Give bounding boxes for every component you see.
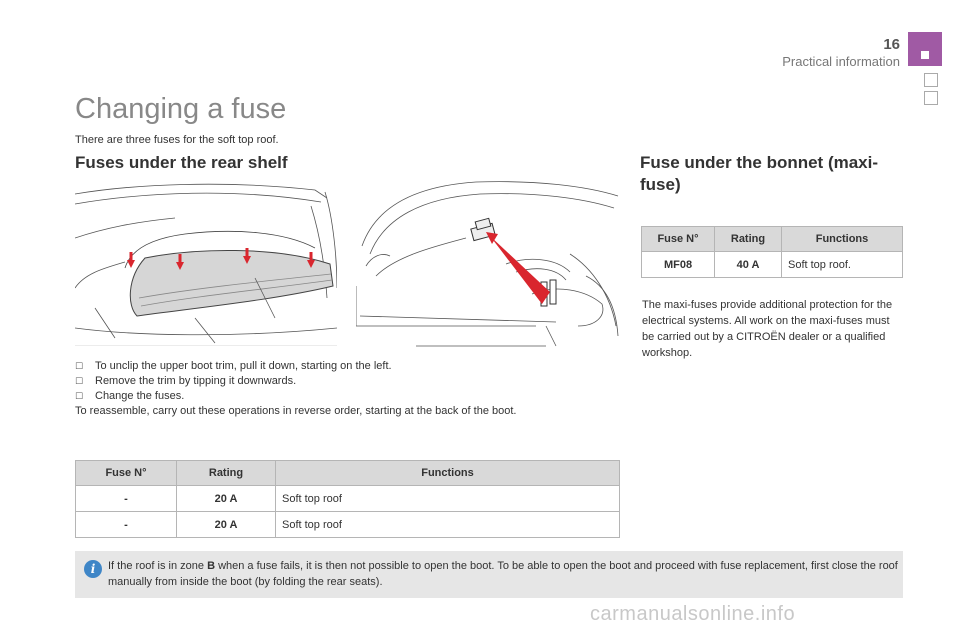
checkbox-bullet-icon: ☐: [75, 376, 84, 386]
watermark: carmanualsonline.info: [590, 603, 796, 625]
bonnet-heading: Fuse under the bonnet (maxi-fuse): [640, 153, 879, 194]
fuse-number: -: [76, 486, 177, 512]
table-row: [76, 512, 620, 538]
fuse-rating: 40 A: [715, 252, 782, 278]
fuse-function: Soft top roof: [276, 512, 620, 538]
table-header-row: [642, 227, 903, 252]
info-icon: i: [84, 560, 102, 578]
column-header-fuse: Fuse N°: [642, 227, 715, 252]
page-number: 16: [883, 36, 900, 53]
checkbox-bullet-icon: ☐: [75, 361, 84, 371]
table-header-row: [76, 461, 620, 486]
rear-shelf-illustration: [75, 178, 337, 346]
instruction-step: ☐ To unclip the upper boot trim, pull it down, starting on the left.: [75, 360, 392, 372]
table-row: [642, 252, 903, 278]
page-title: Changing a fuse: [75, 93, 287, 125]
checkbox-bullet-icon: ☐: [75, 391, 84, 401]
fuse-number: -: [76, 512, 177, 538]
rear-shelf-fuse-table: [75, 460, 620, 538]
table-row: [76, 486, 620, 512]
column-header-functions: Functions: [782, 227, 903, 252]
instruction-step: ☐ Change the fuses.: [75, 390, 185, 402]
rear-shelf-heading: Fuses under the rear shelf: [75, 153, 288, 172]
column-header-functions: Functions: [276, 461, 620, 486]
column-header-fuse: Fuse N°: [76, 461, 177, 486]
column-header-rating: Rating: [177, 461, 276, 486]
chapter-tab-active[interactable]: [908, 32, 942, 66]
intro-text: There are three fuses for the soft top roof.: [75, 134, 279, 146]
fuse-function: Soft top roof: [276, 486, 620, 512]
instructions: [75, 359, 635, 419]
square-icon: [921, 51, 929, 59]
info-text: If the roof is in zone B when a fuse fails, it is then not possible to open the boot. To be able to open the boot and proceed with fuse replacement, first close the roof manually from inside the boot (by folding the rear seats).: [108, 560, 898, 588]
reassemble-text: To reassemble, carry out these operations in reverse order, starting at the back of the boot.: [75, 405, 517, 417]
column-header-rating: Rating: [715, 227, 782, 252]
maxi-fuse-note: The maxi-fuses provide additional protection for the electrical systems. All work on the maxi-fuses must be carried out by a CITROËN dealer or a qualified workshop.: [642, 299, 893, 359]
zone-label: B: [207, 560, 216, 572]
fuse-rating: 20 A: [177, 486, 276, 512]
fuse-function: Soft top roof.: [782, 252, 903, 278]
section-name: Practical information: [782, 54, 900, 69]
fuse-number: MF08: [642, 252, 715, 278]
fuse-location-illustration: [356, 176, 622, 348]
bonnet-fuse-table: [641, 226, 903, 278]
instruction-step: ☐ Remove the trim by tipping it downwards.: [75, 375, 297, 387]
chapter-tab[interactable]: [924, 91, 938, 105]
chapter-tab[interactable]: [924, 73, 938, 87]
info-box: [75, 551, 903, 598]
fuse-rating: 20 A: [177, 512, 276, 538]
